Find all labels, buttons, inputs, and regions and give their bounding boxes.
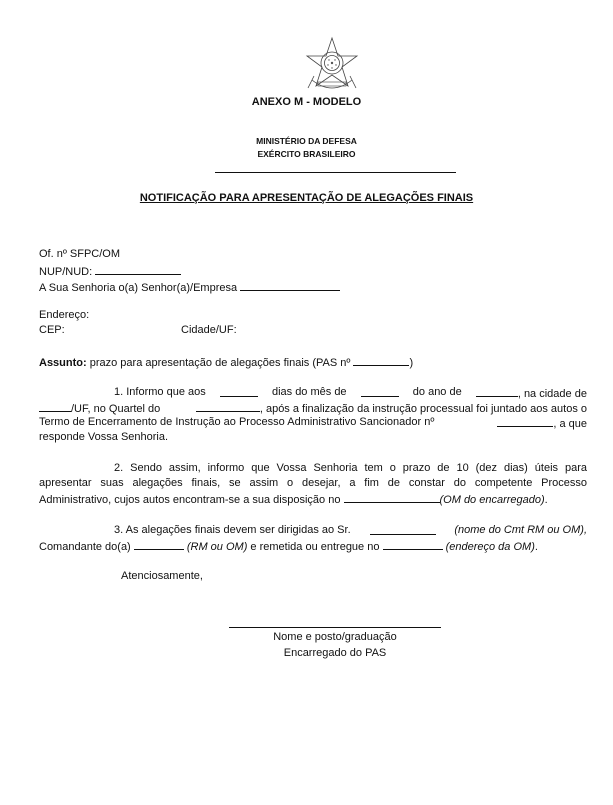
subject-close: ) [409,357,414,369]
coat-of-arms-seal [304,36,360,92]
p2-italic-om: (OM do encarregado) [439,494,545,506]
p3-text-a: 3. As alegações finais devem ser dirigidas ao Sr. [114,524,351,536]
p1-text-c: do ano de [412,386,462,398]
annex-title: ANEXO M - MODELO [251,96,362,108]
notification-title: NOTIFICAÇÃO PARA APRESENTAÇÃO DE ALEGAÇÕES FINAIS [139,192,474,204]
p1-text-d: , na cidade de [517,388,587,400]
p1-text-b: dias do mês de [271,386,347,398]
om-blank [344,492,440,503]
paragraph2-line3 [39,492,548,506]
address-label: Endereço: [39,309,90,321]
addressee-field [39,280,340,294]
signature-line [229,627,441,628]
addressee-blank [240,280,340,291]
cep-label: CEP: [39,324,65,336]
signature-name-rank: Nome e posto/graduação [273,631,397,643]
city-blank [39,401,71,412]
addressee-label: A Sua Senhoria o(a) Senhor(a)/Empresa [39,282,238,294]
nup-label: NUP/NUD: [39,266,93,278]
p1-text-g: Termo de Encerramento de Instrução ao Processo Administrativo Sancionador nº [39,416,435,428]
p3-italic-cmt: (nome do Cmt RM ou OM), [454,524,587,536]
ministry-name: MINISTÉRIO DA DEFESA [256,136,357,146]
p3-italic-endereco: (endereço da OM) [445,541,535,553]
p3-text-end: . [534,541,538,553]
signature-role: Encarregado do PAS [283,647,387,659]
p1-text-e: /UF, no Quartel do [71,403,161,415]
p2-text-a: Administrativo, cujos autos encontram-se a sua disposição no [39,494,341,506]
year-blank [476,386,518,397]
closing-salutation: Atenciosamente, [121,570,203,582]
p1-text-a: 1. Informo que aos [114,386,206,398]
p1-text-h: , a que [553,418,587,430]
subject-label: Assunto: [39,357,87,369]
p3-text-b: Comandante do(a) [39,541,131,553]
header-divider [215,172,456,173]
city-label: Cidade/UF: [181,324,237,336]
paragraph1-line3 [39,416,587,430]
day-blank [220,386,258,397]
paragraph1-line4: responde Vossa Senhoria. [39,431,169,443]
nup-blank [95,264,181,275]
army-name: EXÉRCITO BRASILEIRO [257,149,356,159]
paragraph2-line1: 2. Sendo assim, informo que Vossa Senhoria tem o prazo de 10 (dez dias) úteis para [114,462,587,474]
sr-name-blank [370,524,436,535]
month-blank [361,386,399,397]
subject-text: prazo para apresentação de alegações finais (PAS nº [89,357,351,369]
office-number: Of. nº SFPC/OM [39,248,121,260]
comandante-blank [134,539,184,550]
p1-text-f: , após a finalização da instrução processual foi juntado aos autos o [259,403,587,415]
termo-number-blank [497,416,553,427]
paragraph1-line1 [39,386,587,400]
quartel-blank [196,401,260,412]
p3-italic-rm: (RM ou OM) [186,541,248,553]
subject-line [39,355,413,369]
paragraph2-line2: apresentar suas alegações finais, se assim o desejar, a fim de constar do competente Processo [39,477,587,489]
paragraph3-line1 [39,524,587,536]
p3-text-c: e remetida ou entregue no [250,541,380,553]
pas-number-blank [353,355,409,366]
paragraph1-line2 [39,401,587,415]
p2-text-end: . [544,494,548,506]
paragraph3-line2 [39,539,538,553]
delivery-blank [383,539,443,550]
nup-field [39,264,181,278]
